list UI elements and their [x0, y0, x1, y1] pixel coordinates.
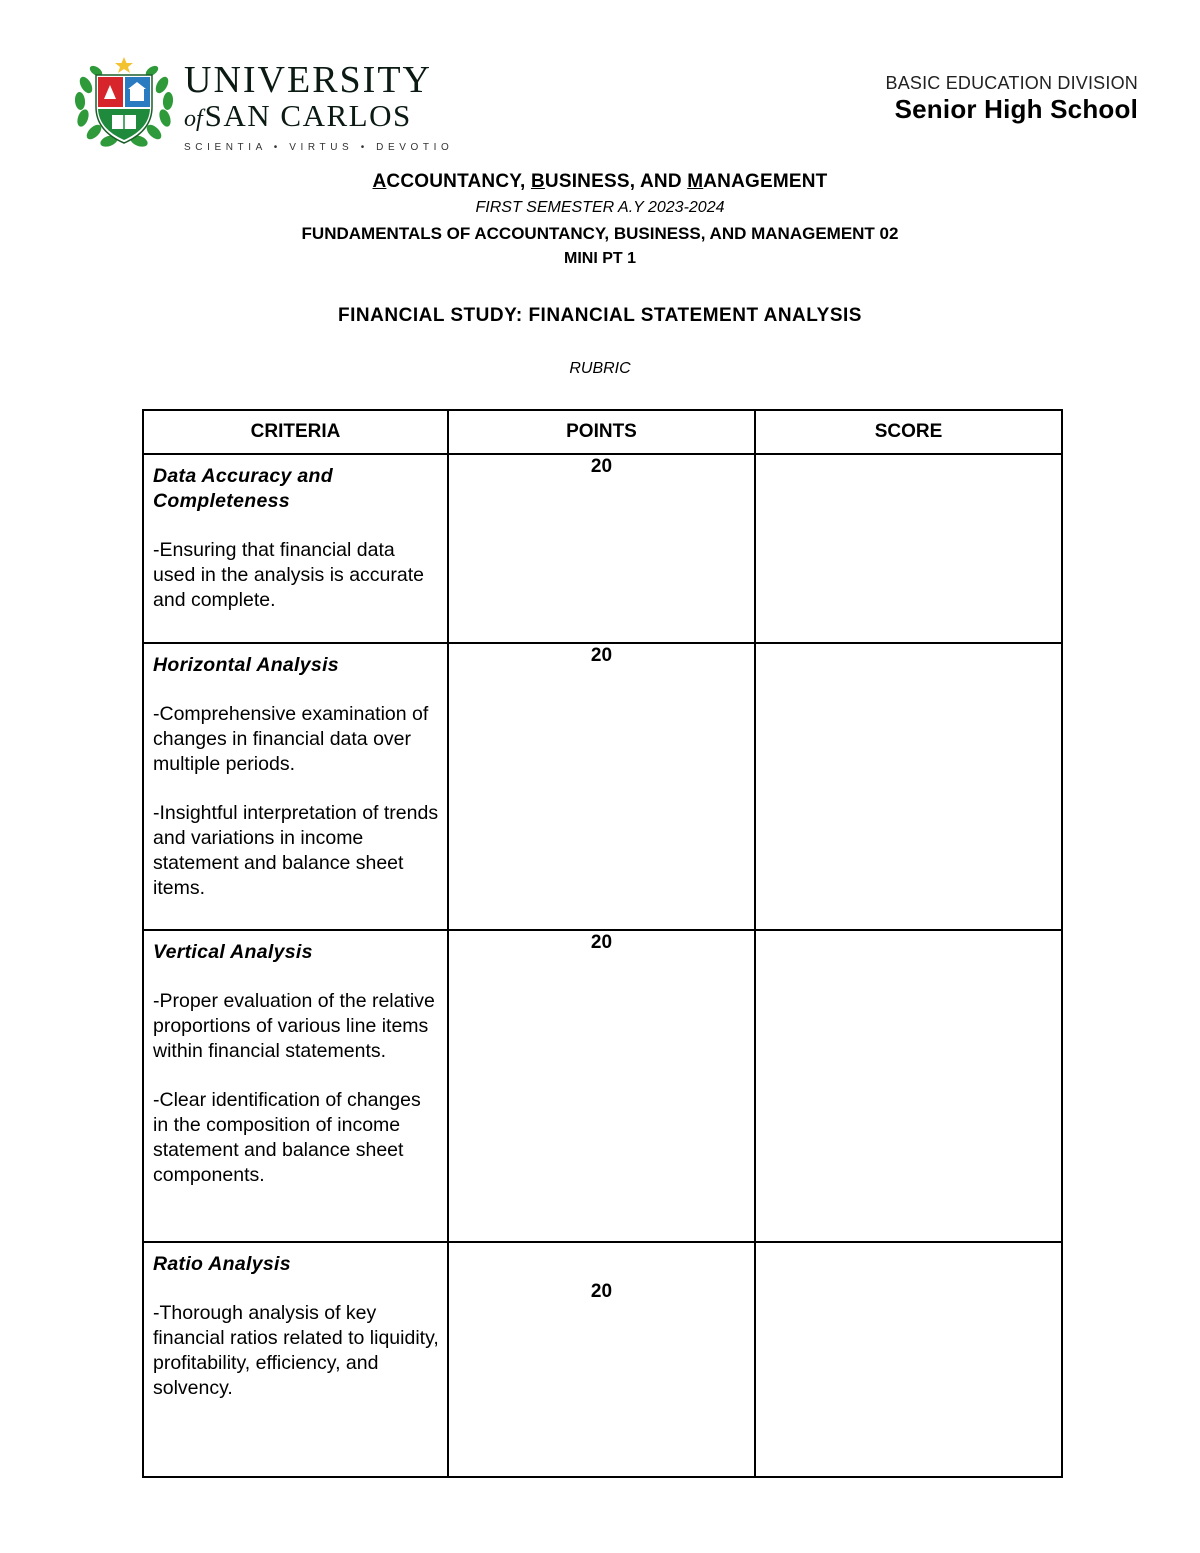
rubric-title: RUBRIC — [569, 360, 631, 377]
table-header-row — [143, 410, 1062, 454]
university-wordmark — [184, 61, 453, 153]
criteria-title: Vertical Analysis — [153, 941, 313, 963]
study-title: FINANCIAL STUDY: FINANCIAL STATEMENT ANALYSIS — [338, 305, 862, 326]
score-cell[interactable] — [755, 930, 1062, 1242]
criteria-description: -Comprehensive examination of changes in financial data over multiple periods. — [153, 703, 429, 775]
criteria-cell — [143, 454, 448, 643]
logo-university-text: UNIVERSITY — [184, 59, 432, 101]
strand-title: ACCOUNTANCY, BUSINESS, AND MANAGEMENT — [372, 171, 828, 192]
points-cell: 20 — [448, 1242, 755, 1477]
university-logo — [72, 55, 454, 153]
division-top-text: BASIC EDUCATION DIVISION — [885, 73, 1138, 93]
points-cell: 20 — [448, 643, 755, 930]
criteria-description: -Proper evaluation of the relative proportions of various line items within financial statements. — [153, 990, 435, 1062]
rubric-table — [142, 409, 1063, 1478]
criteria-title: Ratio Analysis — [153, 1253, 291, 1275]
criteria-cell — [143, 930, 448, 1242]
criteria-description: -Ensuring that financial data used in the analysis is accurate and complete. — [153, 539, 424, 611]
criteria-title: Horizontal Analysis — [153, 654, 339, 676]
logo-motto: SCIENTIA • VIRTUS • DEVOTIO — [184, 142, 454, 153]
criteria-description: -Clear identification of changes in the composition of income statement and balance sheet components. — [153, 1089, 421, 1186]
table-row — [143, 930, 1062, 1242]
table-row — [143, 454, 1062, 643]
criteria-header: CRITERIA — [143, 410, 448, 454]
criteria-title: Data Accuracy and Completeness — [153, 465, 333, 512]
score-cell[interactable] — [755, 643, 1062, 930]
course-title: FUNDAMENTALS OF ACCOUNTANCY, BUSINESS, AND MANAGEMENT 02 — [301, 224, 899, 243]
score-cell[interactable] — [755, 1242, 1062, 1477]
score-cell[interactable] — [755, 454, 1062, 643]
division-bottom-text: Senior High School — [894, 94, 1138, 124]
score-header: SCORE — [755, 410, 1062, 454]
points-header: POINTS — [448, 410, 755, 454]
semester-title: FIRST SEMESTER A.Y 2023-2024 — [475, 199, 725, 216]
activity-title: MINI PT 1 — [563, 250, 636, 267]
criteria-cell — [143, 1242, 448, 1477]
criteria-description: -Insightful interpretation of trends and variations in income statement and balance sheet items. — [153, 802, 439, 899]
points-cell: 20 — [448, 930, 755, 1242]
table-row — [143, 643, 1062, 930]
university-seal-icon — [72, 55, 176, 151]
table-row — [143, 1242, 1062, 1477]
points-cell: 20 — [448, 454, 755, 643]
criteria-cell — [143, 643, 448, 930]
logo-san-carlos-text: ofSAN CARLOS — [184, 98, 412, 133]
criteria-description: -Thorough analysis of key financial ratios related to liquidity, profitability, efficiency, and solvency. — [153, 1302, 439, 1399]
division-label — [885, 72, 1138, 124]
